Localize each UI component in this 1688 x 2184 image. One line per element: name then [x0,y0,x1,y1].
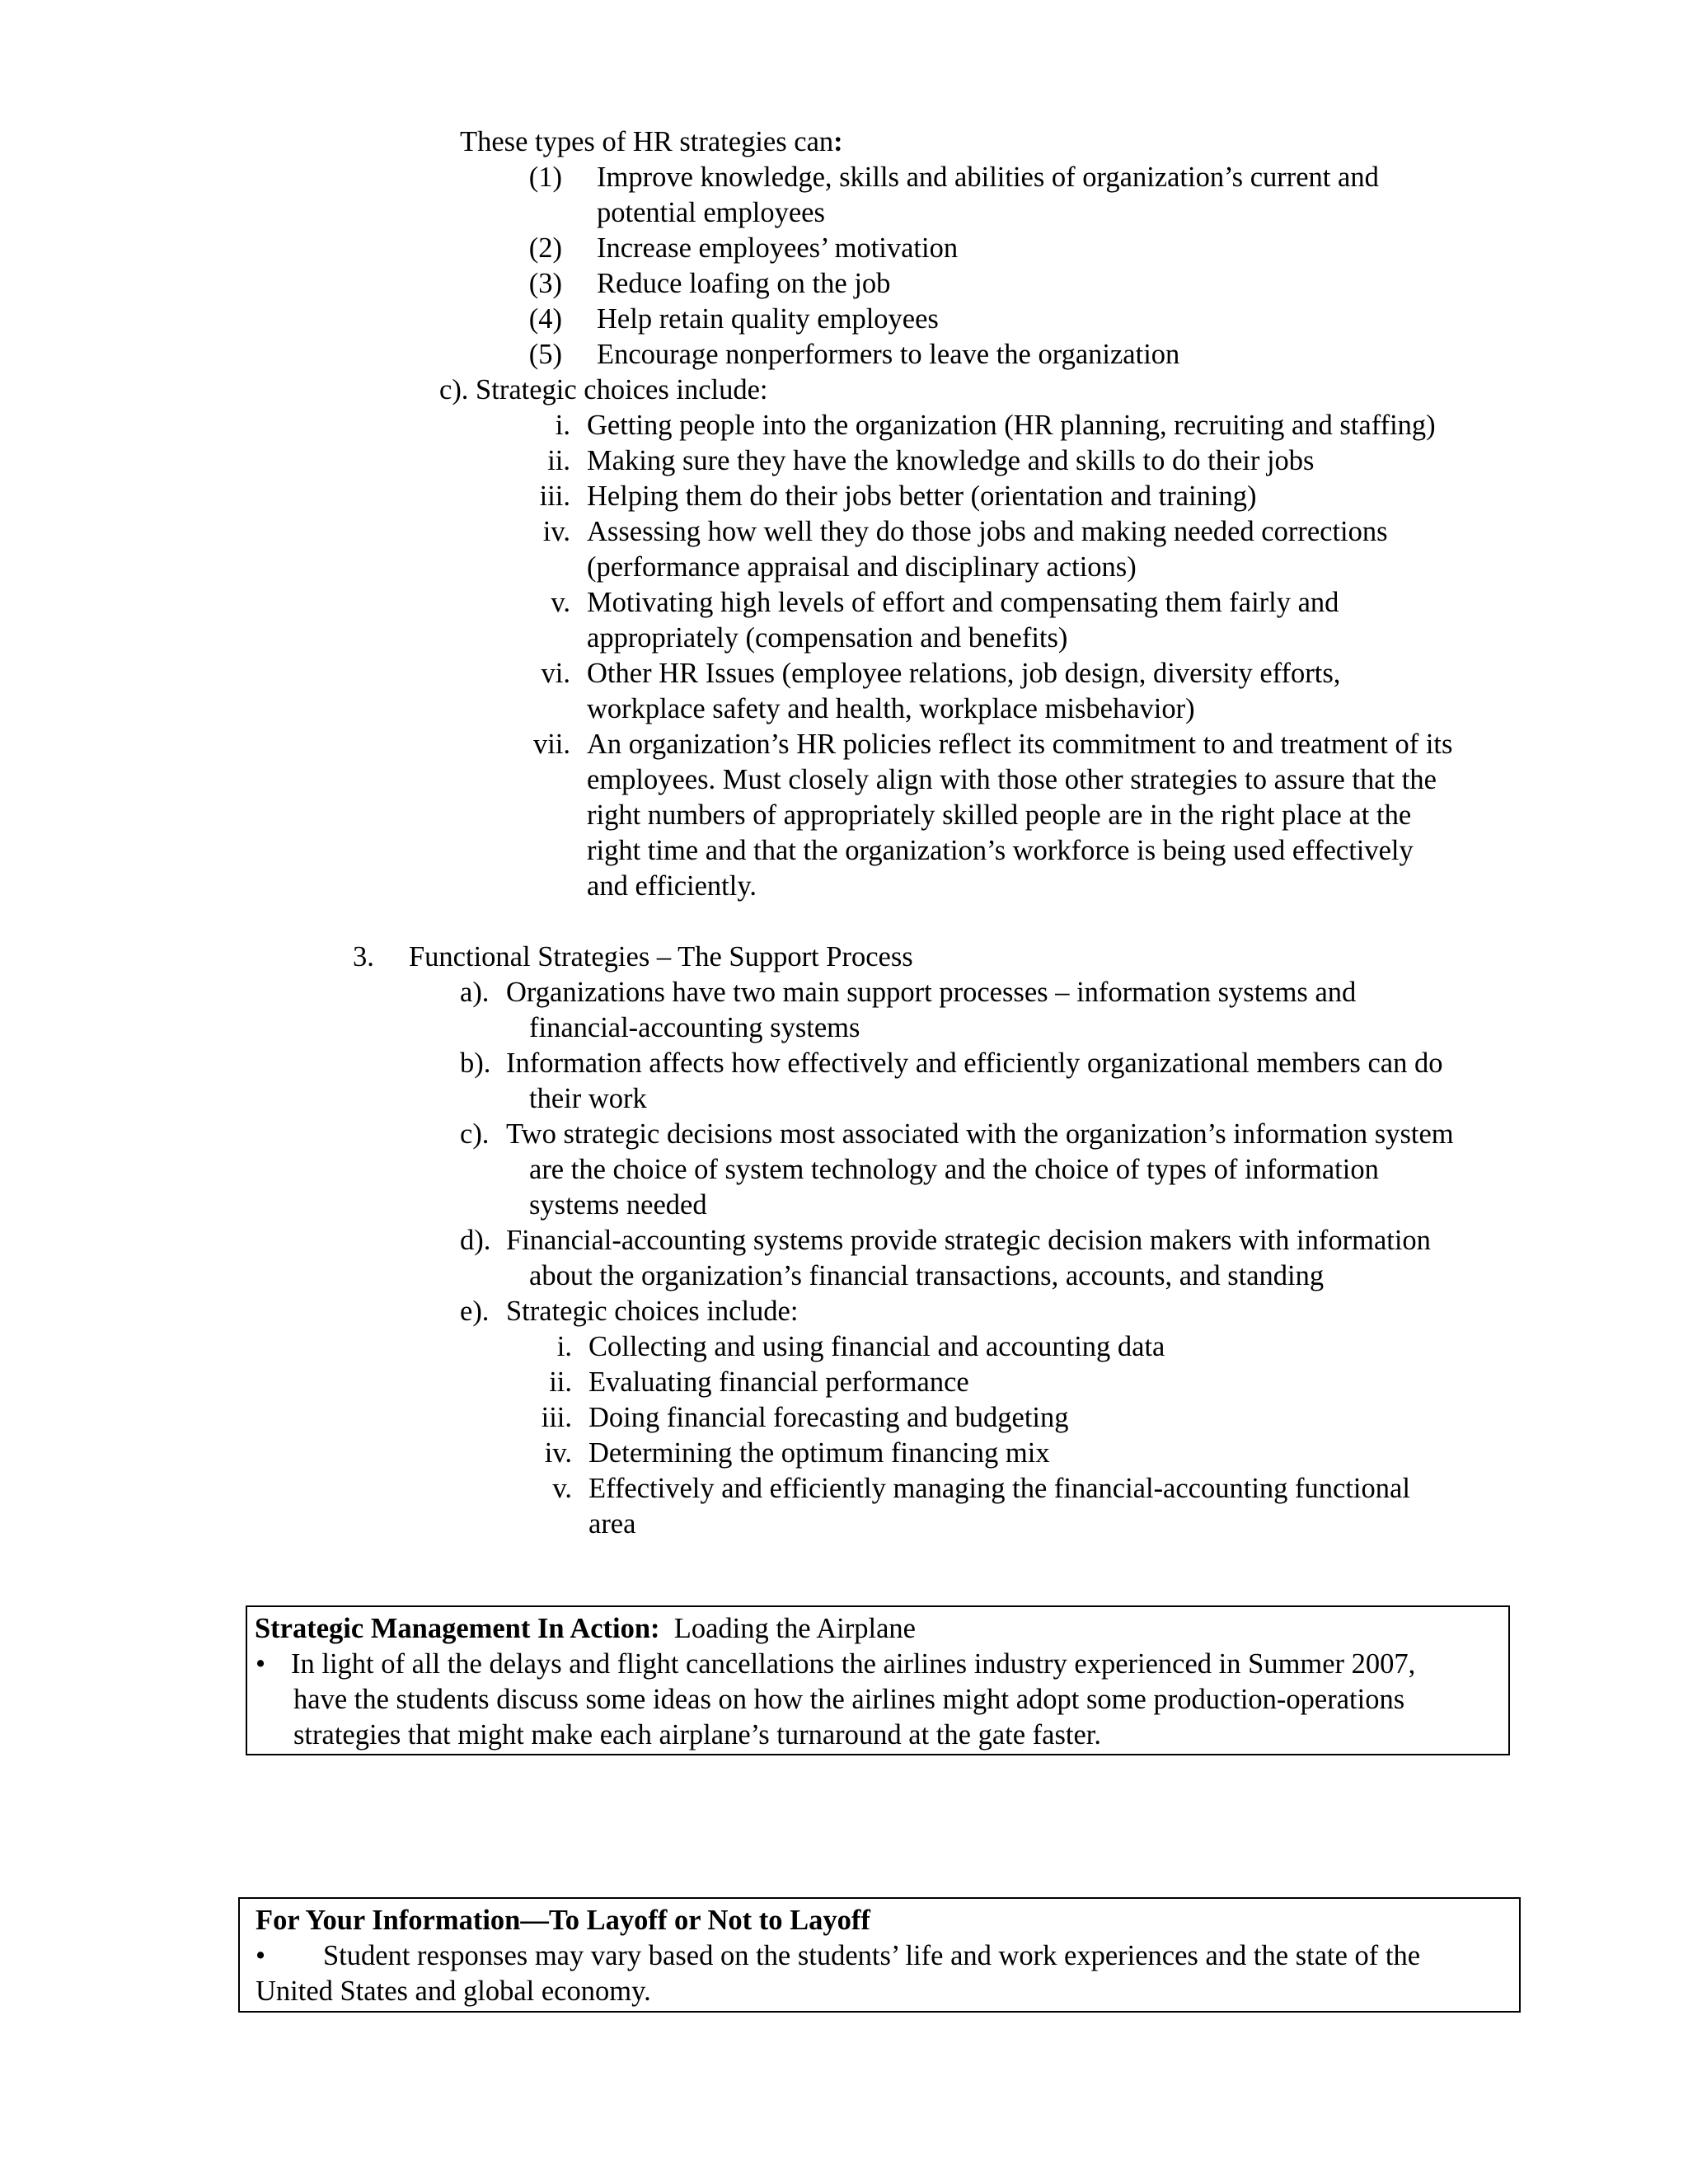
hr-choice-text: and efficiently. [587,870,757,902]
hr-choice-text: right numbers of appropriately skilled people are in the right place at the [587,799,1412,831]
hr-item-text: Help retain quality employees [597,303,939,335]
hr-choice-text: An organization’s HR policies reflect its commitment to and treatment of its [587,729,1453,760]
support-item-text: Information affects how effectively and efficiently organizational members can do [506,1047,1443,1079]
hr-choice-text: employees. Must closely align with those other strategies to assure that the [587,764,1437,795]
hr-intro [460,124,843,160]
fyi-title-text: For Your Information—To Layoff or Not to Layoff [256,1905,870,1936]
financial-choice-text: Determining the optimum financing mix [588,1437,1050,1469]
hr-choice-text: Other HR Issues (employee relations, job design, diversity efforts, [587,658,1341,689]
hr-choice-number: v. [551,587,570,618]
hr-item-text: potential employees [597,197,825,228]
hr-item-text: Encourage nonperformers to leave the organization [597,339,1180,370]
support-item-text: are the choice of system technology and the choice of types of information [529,1154,1379,1185]
strategic-management-text: have the students discuss some ideas on how the airlines might adopt some production-operations [293,1684,1405,1715]
financial-choice-number: iii. [541,1402,572,1433]
support-item-label: d). [460,1225,491,1256]
hr-choice-text: right time and that the organization’s workforce is being used effectively [587,835,1414,866]
support-item-text: financial-accounting systems [529,1012,860,1043]
financial-choice-text: area [588,1508,636,1540]
support-item-label: a). [460,977,490,1008]
section-number: 3. [353,941,374,972]
support-item-text: Strategic choices include: [506,1296,799,1327]
hr-item-number: (1) [528,162,562,193]
strategic-management-title [255,1611,916,1647]
financial-choice-text: Doing financial forecasting and budgeting [588,1402,1069,1433]
hr-item-text: Reduce loafing on the job [597,268,891,299]
hr-item-number: (2) [528,232,562,264]
financial-choice-number: ii. [549,1366,572,1398]
hr-item-number: (4) [528,303,562,335]
hr-choice-text: Getting people into the organization (HR planning, recruiting and staffing) [587,410,1436,441]
hr-item-text: Increase employees’ motivation [597,232,959,264]
strategic-management-title-bold: Strategic Management In Action: [255,1613,660,1644]
hr-choice-text: workplace safety and health, workplace misbehavior) [587,693,1195,724]
hr-choice-number: vii. [532,729,570,760]
fyi-text: Student responses may vary based on the students’ life and work experiences and the state of the [323,1940,1421,1971]
financial-choice-text: Collecting and using financial and accounting data [588,1331,1165,1362]
support-item-label: c). [460,1118,490,1150]
bullet-icon: • [256,1648,266,1680]
support-item-label: b). [460,1047,491,1079]
hr-choice-text: Helping them do their jobs better (orientation and training) [587,480,1257,512]
hr-choice-text: Assessing how well they do those jobs and making needed corrections [587,516,1388,547]
strategic-management-text: In light of all the delays and flight cancellations the airlines industry experienced in Summer 2007, [291,1648,1416,1680]
hr-choice-text: Making sure they have the knowledge and skills to do their jobs [587,445,1315,476]
support-item-text: Two strategic decisions most associated with the organization’s information system [506,1118,1454,1150]
hr-item-number: (5) [528,339,562,370]
hr-choice-text: (performance appraisal and disciplinary actions) [587,551,1137,583]
hr-choice-text: Motivating high levels of effort and compensating them fairly and [587,587,1339,618]
hr-choices-heading: c). Strategic choices include: [439,374,768,405]
support-item-text: Financial-accounting systems provide strategic decision makers with information [506,1225,1431,1256]
hr-intro-text: These types of HR strategies can [460,126,834,157]
support-item-text: Organizations have two main support processes – information systems and [506,977,1357,1008]
hr-choice-number: ii. [547,445,570,476]
financial-choice-text: Evaluating financial performance [588,1366,969,1398]
fyi-text: United States and global economy. [256,1975,651,2007]
strategic-management-text: strategies that might make each airplane’s turnaround at the gate faster. [293,1719,1101,1750]
support-item-text: their work [529,1083,647,1114]
financial-choice-number: i. [556,1331,572,1362]
hr-choice-number: vi. [541,658,570,689]
hr-item-number: (3) [528,268,562,299]
section-title: Functional Strategies – The Support Process [409,941,913,972]
financial-choice-text: Effectively and efficiently managing the financial-accounting functional [588,1473,1410,1504]
hr-choice-number: i. [555,410,570,441]
bullet-icon: • [256,1940,266,1971]
support-item-text: systems needed [529,1189,707,1221]
hr-choice-text: appropriately (compensation and benefits) [587,622,1068,654]
hr-intro-colon: : [833,126,843,157]
support-item-label: e). [460,1296,490,1327]
hr-choice-number: iv. [542,516,570,547]
hr-choice-number: iii. [539,480,570,512]
strategic-management-title-rest: Loading the Airplane [673,1613,916,1644]
financial-choice-number: v. [552,1473,572,1504]
financial-choice-number: iv. [544,1437,572,1469]
fyi-title [256,1903,870,1938]
hr-item-text: Improve knowledge, skills and abilities of organization’s current and [597,162,1379,193]
support-item-text: about the organization’s financial transactions, accounts, and standing [529,1260,1325,1291]
